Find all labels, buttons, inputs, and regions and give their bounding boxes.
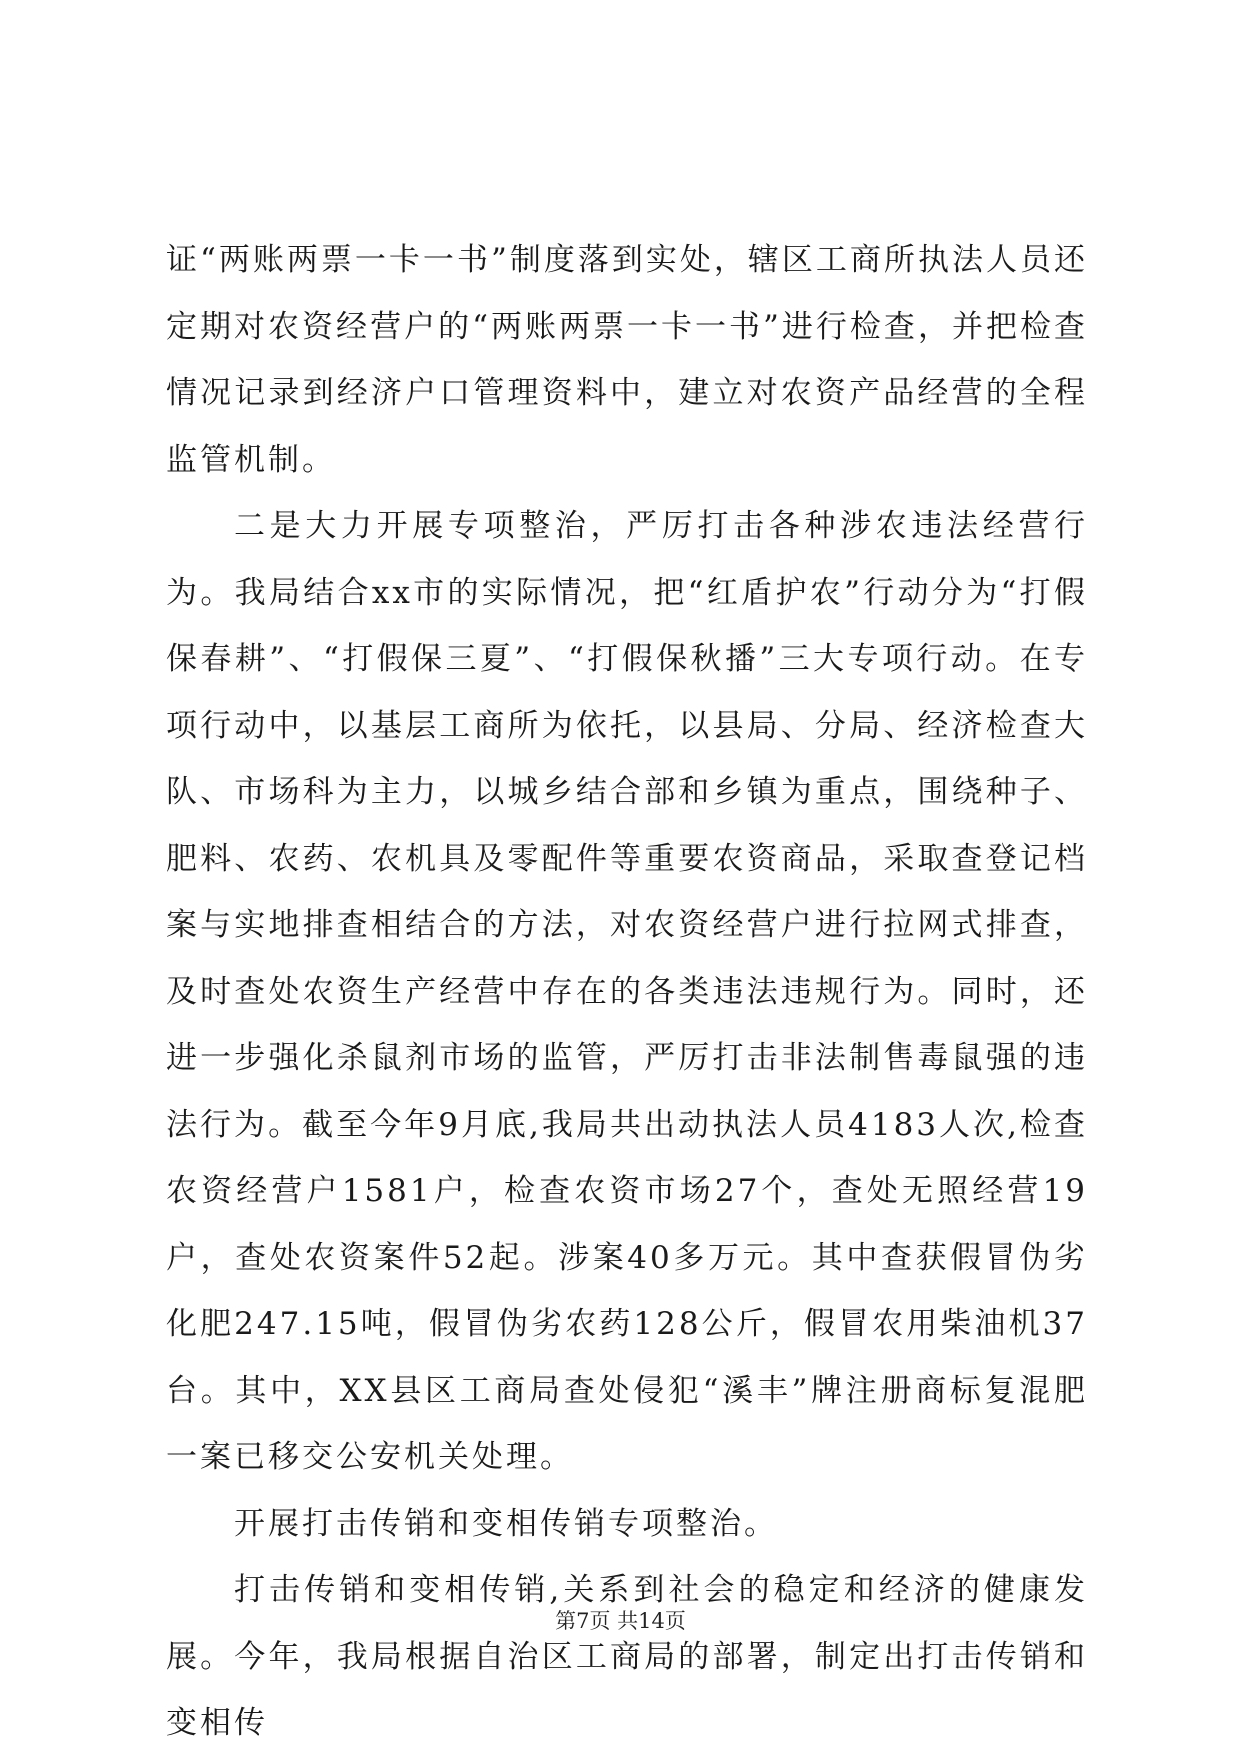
- paragraph-3: 开展打击传销和变相传销专项整治。: [234, 1505, 778, 1542]
- page-footer: 第7页 共14页: [555, 1609, 686, 1633]
- paragraph-1: 证“两账两票一卡一书”制度落到实处，辖区工商所执法人员还定期对农资经营户的“两账两票一卡一书”进行检查，并把检查情况记录到经济户口管理资料中，建立对农资产品经营的全程监管机制。: [166, 242, 1088, 478]
- document-body: [166, 227, 1088, 1757]
- paragraph-4: 打击传销和变相传销,关系到社会的稳定和经济的健康发展。今年，我局根据自治区工商局的部署，制定出打击传销和变相传: [166, 1572, 1088, 1741]
- paragraph-2: 二是大力开展专项整治，严厉打击各种涉农违法经营行为。我局结合xx市的实际情况，把“红盾护农”行动分为“打假保春耕”、“打假保三夏”、“打假保秋播”三大专项行动。在专项行动中，以基层工商所为依托，以县局、分局、经济检查大队、市场科为主力，以城乡结合部和乡镇为重点，围绕种子、肥料、农药、农机具及零配件等重要农资商品，采取查登记档案与实地排查相结合的方法，对农资经营户进行拉网式排查，及时查处农资生产经营中存在的各类违法违规行为。同时，还进一步强化杀鼠剂市场的监管，严厉打击非法制售毒鼠强的违法行为。截至今年9月底,我局共出动执法人员4183人次,检查农资经营户1581户，检查农资市场27个，查处无照经营19户，查处农资案件52起。涉案40多万元。其中查获假冒伪劣化肥247.15吨，假冒伪劣农药128公斤，假冒农用柴油机37台。其中，XX县区工商局查处侵犯“溪丰”牌注册商标复混肥一案已移交公安机关处理。: [166, 508, 1088, 1475]
